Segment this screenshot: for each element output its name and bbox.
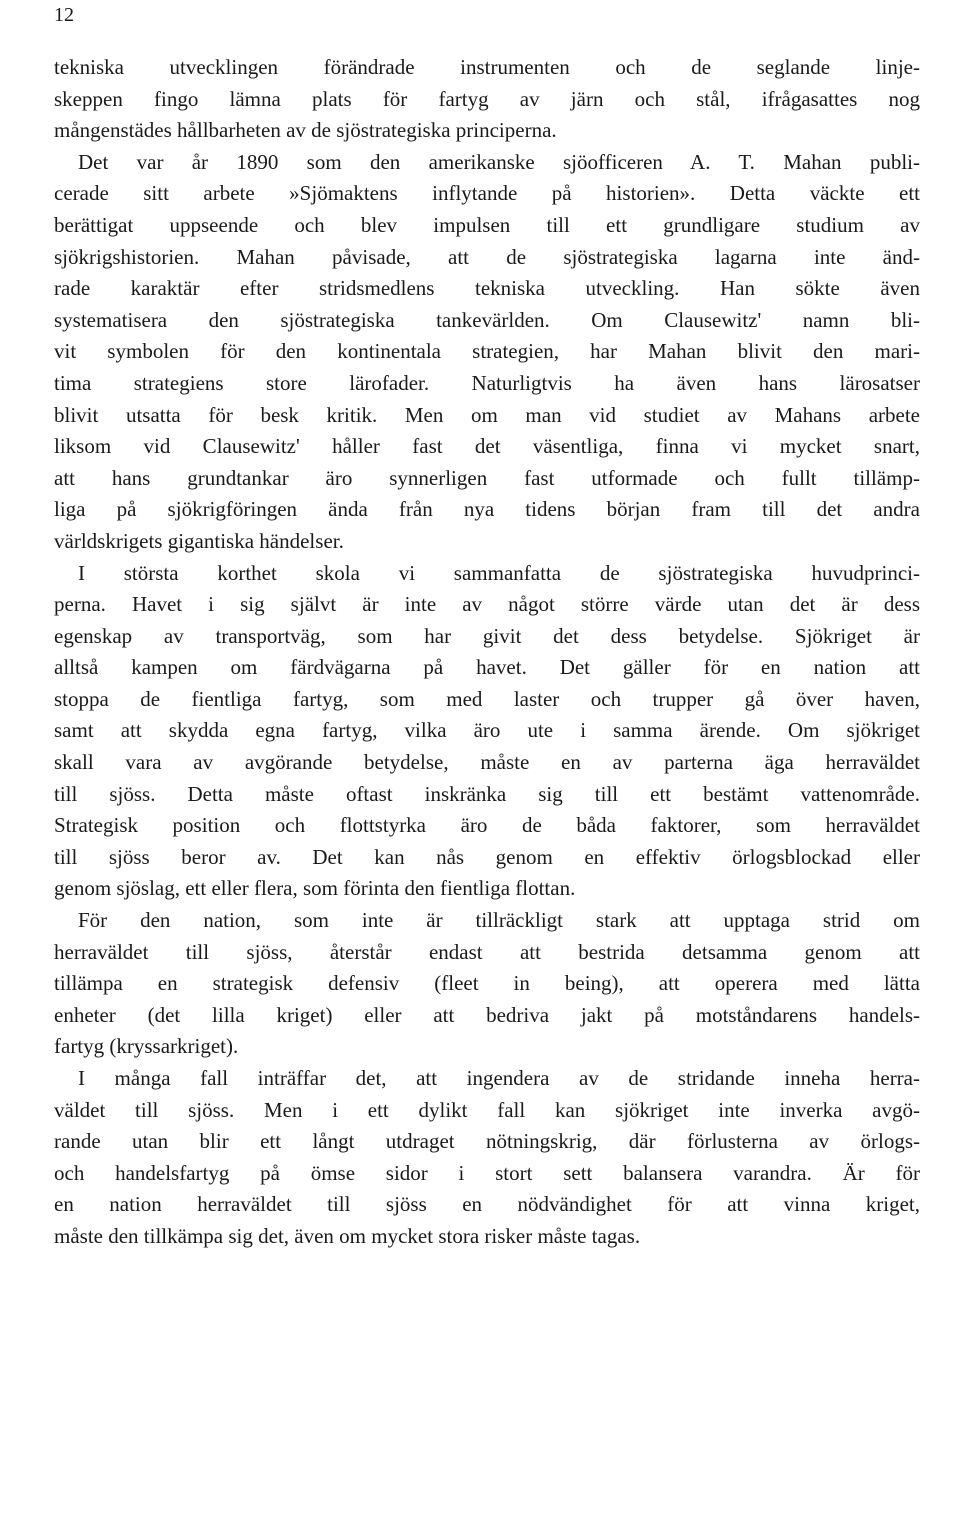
text-line: och handelsfartyg på ömse sidor i stort sett balansera varandra. Är för bbox=[54, 1160, 920, 1185]
text-line: skeppen fingo lämna plats för fartyg av järn och stål, ifrågasattes nog bbox=[54, 86, 920, 111]
text-line: alltså kampen om färdvägarna på havet. Det gäller för en nation att bbox=[54, 655, 920, 680]
text-line: tillämpa en strategisk defensiv (fleet in being), att operera med lätta bbox=[54, 971, 920, 996]
text-line: berättigat uppseende och blev impulsen till ett grundligare studium av bbox=[54, 212, 920, 237]
text-line: sjökrigshistorien. Mahan påvisade, att de sjöstrategiska lagarna inte änd- bbox=[54, 244, 920, 269]
text-line: rade karaktär efter stridsmedlens tekniska utveckling. Han sökte även bbox=[54, 276, 920, 301]
text-line: en nation herraväldet till sjöss en nödvändighet för att vinna kriget, bbox=[54, 1192, 920, 1217]
text-line: till sjöss beror av. Det kan nås genom en effektiv örlogsblockad eller bbox=[54, 844, 920, 869]
text-line: blivit utsatta för besk kritik. Men om man vid studiet av Mahans arbete bbox=[54, 402, 920, 427]
text-line: systematisera den sjöstrategiska tankevärlden. Om Clausewitz' namn bli- bbox=[54, 307, 920, 332]
text-line: stoppa de fientliga fartyg, som med laster och trupper gå över haven, bbox=[54, 686, 920, 711]
text-line: till sjöss. Detta måste oftast inskränka sig till ett bestämt vattenområde. bbox=[54, 781, 920, 806]
text-line: vit symbolen för den kontinentala strategien, har Mahan blivit den mari- bbox=[54, 339, 920, 364]
text-line: egenskap av transportväg, som har givit det dess betydelse. Sjökriget är bbox=[54, 623, 920, 648]
text-line: enheter (det lilla kriget) eller att bedriva jakt på motståndarens handels- bbox=[54, 1002, 920, 1027]
text-line: väldet till sjöss. Men i ett dylikt fall kan sjökriget inte inverka avgö- bbox=[54, 1097, 920, 1122]
text-line: liksom vid Clausewitz' håller fast det väsentliga, finna vi mycket snart, bbox=[54, 434, 920, 459]
text-line: måste den tillkämpa sig det, även om mycket stora risker måste tagas. bbox=[54, 1223, 641, 1248]
text-line: mångenstädes hållbarheten av de sjöstrategiska principerna. bbox=[54, 118, 557, 143]
text-line: För den nation, som inte är tillräckligt stark att upptaga strid om bbox=[78, 908, 920, 933]
text-line: tekniska utvecklingen förändrade instrumenten och de seglande linje- bbox=[54, 55, 920, 79]
text-line: Det var år 1890 som den amerikanske sjöofficeren A. T. Mahan publi- bbox=[78, 149, 920, 174]
text-line: att hans grundtankar äro synnerligen fast utformade och fullt tillämp- bbox=[54, 465, 920, 490]
text-line: cerade sitt arbete »Sjömaktens inflytande på historien». Detta väckte ett bbox=[54, 181, 920, 206]
text-line: herraväldet till sjöss, återstår endast att bestrida detsamma genom att bbox=[54, 939, 920, 964]
text-line: skall vara av avgörande betydelse, måste en av parterna äga herraväldet bbox=[54, 750, 920, 775]
body-text bbox=[54, 52, 920, 1253]
text-line: genom sjöslag, ett eller flera, som förinta den fientliga flottan. bbox=[54, 876, 576, 901]
text-line: liga på sjökrigföringen ända från nya tidens början fram till det andra bbox=[54, 497, 920, 522]
text-line: I största korthet skola vi sammanfatta de sjöstrategiska huvudprinci- bbox=[78, 560, 920, 585]
text-line: tima strategiens store lärofader. Naturligtvis ha även hans lärosatser bbox=[54, 370, 920, 395]
text-line: Strategisk position och flottstyrka äro de båda faktorer, som herraväldet bbox=[54, 813, 920, 838]
text-line: världskrigets gigantiska händelser. bbox=[54, 528, 344, 553]
text-line: samt att skydda egna fartyg, vilka äro ute i samma ärende. Om sjökriget bbox=[54, 718, 920, 743]
text-line: fartyg (kryssarkriget). bbox=[54, 1034, 239, 1059]
text-line: I många fall inträffar det, att ingendera av de stridande inneha herra- bbox=[78, 1066, 920, 1090]
text-line: rande utan blir ett långt utdraget nötningskrig, där förlusterna av örlogs- bbox=[54, 1129, 920, 1154]
text-line: perna. Havet i sig självt är inte av något större värde utan det är dess bbox=[54, 592, 920, 617]
page-number: 12 bbox=[54, 4, 74, 26]
